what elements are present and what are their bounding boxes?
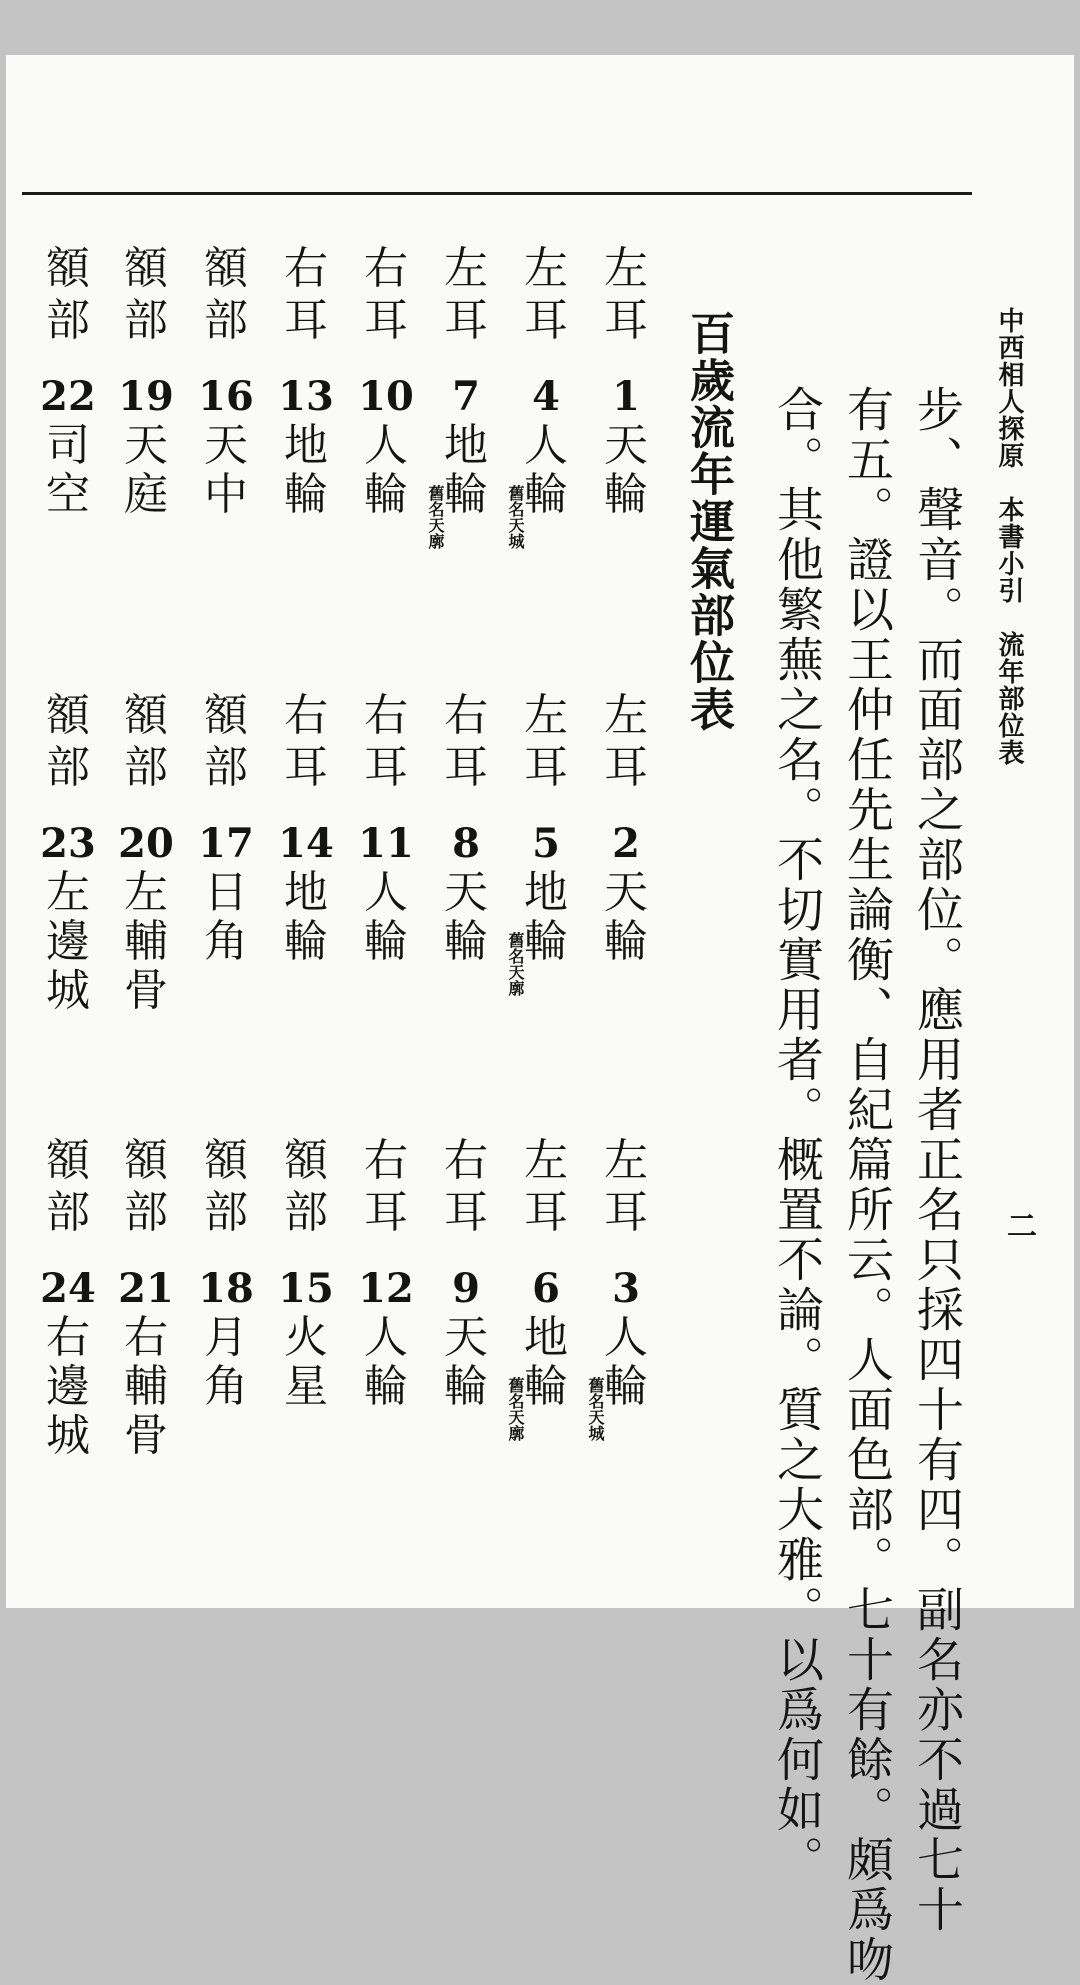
entry-area: 額 部 xyxy=(46,690,90,793)
entry-area: 左 耳 xyxy=(444,243,488,346)
entry-area: 左 耳 xyxy=(524,1135,568,1238)
entry-number: 14 xyxy=(278,820,334,867)
entry-number: 6 xyxy=(532,1265,560,1312)
entry-note: 舊名天廓 xyxy=(506,1377,525,1441)
entry-name: 天 輪 xyxy=(604,420,648,520)
entry-area: 額 部 xyxy=(124,1135,168,1238)
entry-area: 左 耳 xyxy=(604,690,648,793)
entry-number: 3 xyxy=(612,1265,640,1312)
entry-name: 左 邊 城 xyxy=(46,867,90,1016)
entry-area: 左 耳 xyxy=(604,1135,648,1238)
entry-number: 4 xyxy=(532,373,560,420)
body-line-3: 合。其他繁蕪之名。不切實用者。概置不論。質之大雅。以爲何如。 xyxy=(769,385,824,1885)
entry-name: 人 輪 xyxy=(524,420,568,520)
entry-number: 1 xyxy=(612,373,640,420)
entry-name: 右 輔 骨 xyxy=(124,1312,168,1461)
entry-number: 16 xyxy=(198,373,254,420)
entry-name: 地 輪 xyxy=(284,867,328,967)
entry-name: 右 邊 城 xyxy=(46,1312,90,1461)
entry-area: 額 部 xyxy=(124,243,168,346)
entry-name: 天 中 xyxy=(204,420,248,520)
entry-name: 火 星 xyxy=(284,1312,328,1412)
entry-area: 右 耳 xyxy=(444,1135,488,1238)
entry-name: 左 輔 骨 xyxy=(124,867,168,1016)
entry-name: 月 角 xyxy=(204,1312,248,1412)
page-number: 二 xyxy=(1001,1210,1036,1241)
entry-note: 舊名天城 xyxy=(586,1377,605,1441)
entry-name: 人 輪 xyxy=(364,420,408,520)
entry-number: 11 xyxy=(358,820,414,867)
entry-name: 人 輪 xyxy=(364,867,408,967)
entry-area: 額 部 xyxy=(124,690,168,793)
entry-number: 13 xyxy=(278,373,334,420)
entry-number: 21 xyxy=(118,1265,174,1312)
body-line-1: 步、聲音。而面部之部位。應用者正名只採四十有四。副名亦不過七十 xyxy=(909,385,964,1935)
entry-number: 20 xyxy=(118,820,174,867)
entry-number: 24 xyxy=(40,1265,96,1312)
entry-area: 右 耳 xyxy=(444,690,488,793)
entry-area: 額 部 xyxy=(46,243,90,346)
entry-note: 舊名天廓 xyxy=(506,932,525,996)
entry-name: 天 輪 xyxy=(444,1312,488,1412)
entry-number: 15 xyxy=(278,1265,334,1312)
entry-note: 舊名天廓 xyxy=(426,485,445,549)
entry-name: 天 輪 xyxy=(604,867,648,967)
entry-name: 地 輪 xyxy=(444,420,488,520)
entry-name: 人 輪 xyxy=(364,1312,408,1412)
entry-name: 天 輪 xyxy=(444,867,488,967)
entry-note: 舊名天城 xyxy=(506,485,525,549)
entry-number: 18 xyxy=(198,1265,254,1312)
entry-name: 天 庭 xyxy=(124,420,168,520)
entry-area: 額 部 xyxy=(204,690,248,793)
entry-number: 2 xyxy=(612,820,640,867)
entry-area: 右 耳 xyxy=(284,690,328,793)
entry-name: 日 角 xyxy=(204,867,248,967)
entry-area: 額 部 xyxy=(204,1135,248,1238)
entry-area: 左 耳 xyxy=(524,243,568,346)
entry-area: 右 耳 xyxy=(364,243,408,346)
entry-name: 地 輪 xyxy=(524,867,568,967)
entry-area: 右 耳 xyxy=(364,690,408,793)
entry-number: 9 xyxy=(452,1265,480,1312)
entry-name: 司 空 xyxy=(46,420,90,520)
entry-number: 12 xyxy=(358,1265,414,1312)
entry-name: 地 輪 xyxy=(284,420,328,520)
entry-name: 地 輪 xyxy=(524,1312,568,1412)
entry-area: 左 耳 xyxy=(524,690,568,793)
entry-number: 7 xyxy=(452,373,480,420)
entry-number: 5 xyxy=(532,820,560,867)
entry-number: 10 xyxy=(358,373,414,420)
entry-area: 額 部 xyxy=(46,1135,90,1238)
body-line-2: 有五。證以王仲任先生論衡、自紀篇所云。人面色部。七十有餘。頗爲吻 xyxy=(839,385,894,1985)
book-page xyxy=(6,55,1074,1985)
entry-number: 23 xyxy=(40,820,96,867)
entry-name: 人 輪 xyxy=(604,1312,648,1412)
running-header: 中西相人探原 本書小引 流年部位表 xyxy=(994,307,1024,766)
table-title: 百歲流年運氣部位表 xyxy=(682,310,735,733)
header-rule xyxy=(22,192,972,195)
entry-area: 右 耳 xyxy=(364,1135,408,1238)
entry-area: 額 部 xyxy=(284,1135,328,1238)
entry-area: 右 耳 xyxy=(284,243,328,346)
entry-number: 17 xyxy=(198,820,254,867)
entry-number: 19 xyxy=(118,373,174,420)
entry-area: 額 部 xyxy=(204,243,248,346)
entry-area: 左 耳 xyxy=(604,243,648,346)
entry-number: 8 xyxy=(452,820,480,867)
entry-number: 22 xyxy=(40,373,96,420)
